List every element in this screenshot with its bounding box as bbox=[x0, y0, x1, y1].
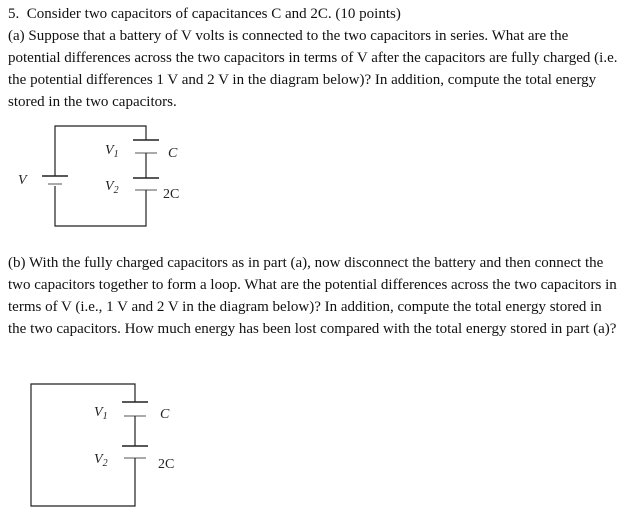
cap-c-label-b: C bbox=[160, 407, 170, 422]
part-a-text: (a) Suppose that a battery of V volts is connected to the two capacitors in series. What are the potential differences across the two capacitors in terms of V after the capacitors are fully charged (i.e. the potential differences 1 V and 2 V in the diagram below)? In addition, compute the total energy stored in the two capacitors. bbox=[8, 28, 618, 110]
v1-label-b: $V_1$ bbox=[94, 405, 108, 422]
battery-label: V bbox=[18, 173, 27, 188]
wire-a-bottom bbox=[55, 186, 146, 226]
v1-label: $V_1$ bbox=[105, 143, 119, 160]
wire-a-top bbox=[55, 126, 146, 154]
part-b-text: (b) With the fully charged capacitors as in part (a), now disconnect the battery and then connect the two capacitors together to form a loop. What are the potential differences across the two capacitors in terms of V (i.e., 1 V and 2 V in the diagram below)? In addition, compute the total energy stored in the two capacitors. How much energy has been lost compared with the total energy stored in part (a)? bbox=[8, 255, 617, 337]
v2-label: $V_2$ bbox=[105, 179, 119, 196]
cap-2c-label-b: 2C bbox=[158, 457, 175, 472]
cap-2c-label: 2C bbox=[163, 187, 180, 202]
circuit-diagram-a bbox=[0, 118, 260, 228]
cap-c-label: C bbox=[168, 146, 178, 161]
wire-b-loop bbox=[31, 384, 135, 506]
problem-header: 5. Consider two capacitors of capacitances C and 2C. (10 points) bbox=[8, 6, 401, 22]
v2-label-b: $V_2$ bbox=[94, 452, 108, 469]
circuit-diagram-b bbox=[0, 378, 260, 513]
